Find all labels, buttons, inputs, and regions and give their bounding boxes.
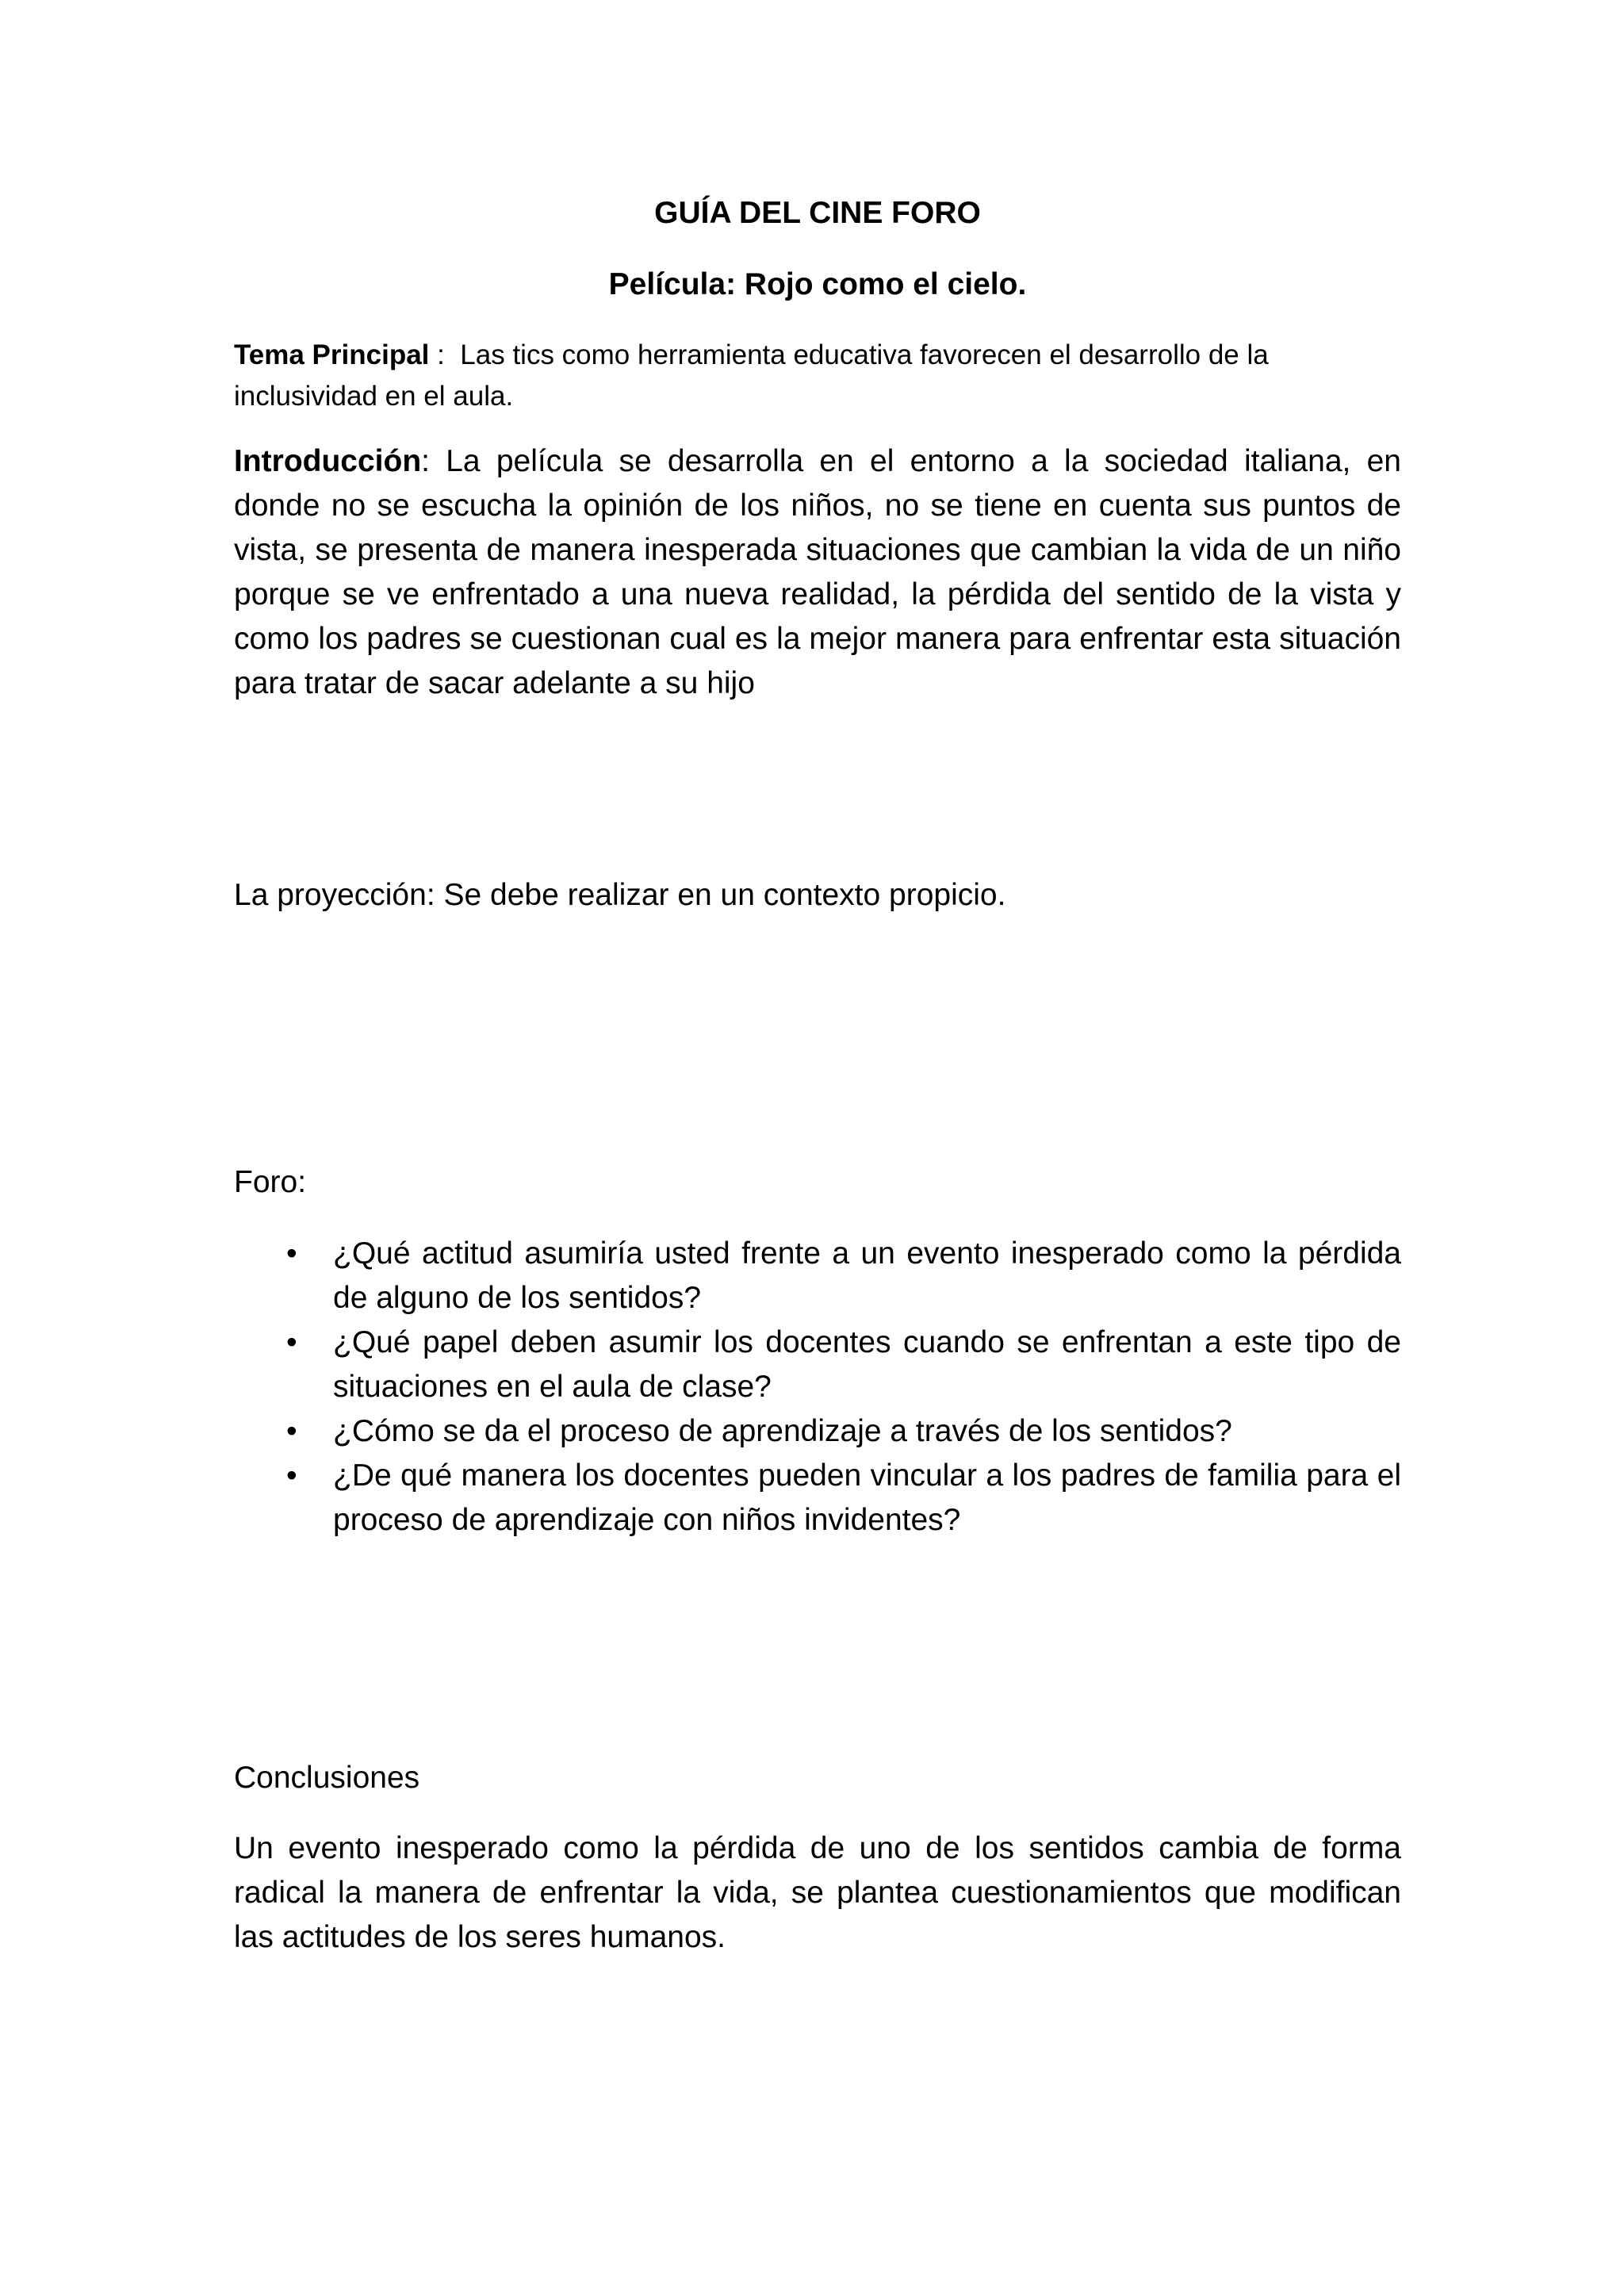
proyeccion-paragraph: La proyección: Se debe realizar en un contexto propicio. [234, 878, 1006, 912]
foro-heading: Foro: [234, 1165, 307, 1199]
question-text: ¿Qué actitud asumiría usted frente a un evento inesperado como la pérdida de alguno de los sentidos? [333, 1236, 1401, 1315]
bullet-icon: • [286, 1236, 297, 1271]
tema-principal-paragraph [234, 335, 1401, 417]
bullet-icon: • [286, 1414, 297, 1448]
bullet-icon: • [286, 1458, 297, 1493]
list-item [234, 1232, 1401, 1320]
question-text: ¿Cómo se da el proceso de aprendizaje a través de los sentidos? [333, 1414, 1232, 1448]
bullet-icon: • [286, 1325, 297, 1359]
introduccion-label: Introducción [234, 444, 422, 478]
conclusiones-paragraph: Un evento inesperado como la pérdida de uno de los sentidos cambia de forma radical la manera de enfrentar la vida, se plantea cuestionamientos que modifican las actitudes de los seres humanos. [234, 1831, 1401, 1954]
document-page [234, 0, 1401, 2296]
foro-question-list [234, 1232, 1401, 1543]
question-text: ¿De qué manera los docentes pueden vincular a los padres de familia para el proceso de aprendizaje con niños invidentes? [333, 1458, 1401, 1537]
tema-principal-text: Las tics como herramienta educativa favorecen el desarrollo de la inclusividad en el aula. [234, 339, 1269, 412]
question-text: ¿Qué papel deben asumir los docentes cuando se enfrentan a este tipo de situaciones en el aula de clase? [333, 1325, 1401, 1404]
tema-principal-label: Tema Principal [234, 339, 430, 370]
tema-principal-separator: : [429, 339, 461, 370]
list-item [234, 1409, 1401, 1454]
list-item [234, 1454, 1401, 1543]
document-title: GUÍA DEL CINE FORO [654, 196, 981, 230]
introduccion-text: La película se desarrolla en el entorno a la sociedad italiana, en donde no se escucha la opinión de los niños, no se tiene en cuenta sus puntos de vista, se presenta de manera inesperada situaciones que cambian la vida de un niño porque se ve enfrentado a una nueva realidad, la pérdida del sentido de la vista y como los padres se cuestionan cual es la mejor manera para enfrentar esta situación para tratar de sacar adelante a su hijo [234, 444, 1401, 700]
conclusiones-heading: Conclusiones [234, 1761, 420, 1795]
introduccion-separator: : [421, 444, 446, 478]
introduccion-paragraph [234, 439, 1401, 706]
list-item [234, 1320, 1401, 1409]
movie-subtitle: Película: Rojo como el cielo. [608, 267, 1027, 301]
